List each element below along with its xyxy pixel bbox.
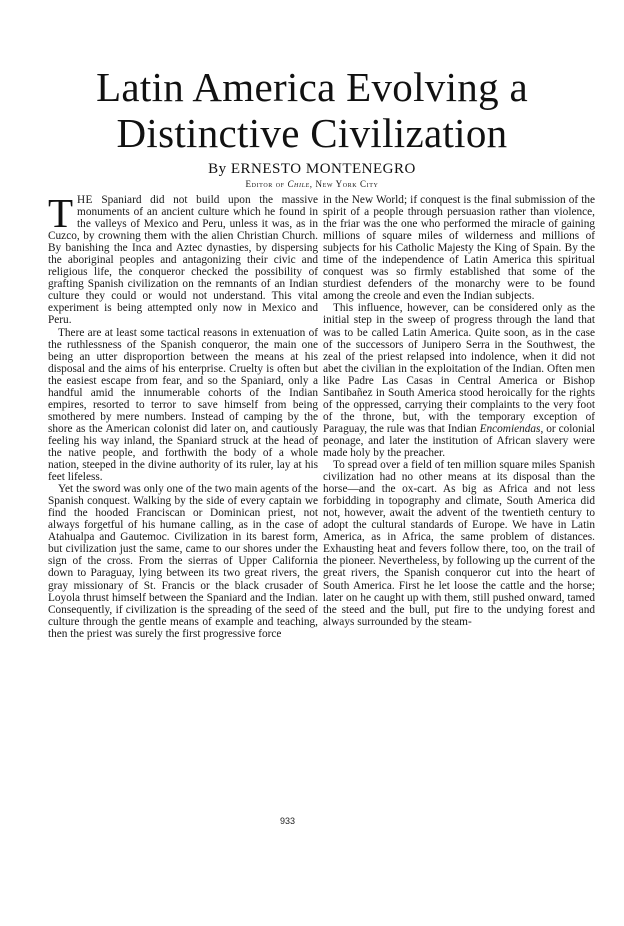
paragraph-3: Yet the sword was only one of the two main agents of the Spanish conquest. Walking by the side of every captain we find the hooded Franciscan or Dominican priest, not always forgetful of his humane calling, as in the case of Atahualpa and Gautemoc. Civilization in its barest form, but civilization just the same, came to our shores under the sign of the cross. From the sierras of Upper California down to Paraguay, lying between its two great rivers, the gray missionary of St. Francis or the black crusader of Loyola thrust himself between the Spaniard and the Indian. Consequently, if civilization is the spreading of the seed of culture through the gentle means of example and teaching, then the priest was surely the first progressive force bbox=[48, 483, 318, 640]
paragraph-2: There are at least some tactical reasons in extenuation of the ruthlessness of the Spanish conqueror, the main one being an utter disproportion between the means at his disposal and the aims of his enterprise. Cruelty is often but the easiest escape from fear, and so the Spaniard, only a handful amid the innumerable cohorts of the Indian empires, resorted to terror to save himself from being smothered by mere numbers. Instead of camping by the shore as the American colonist did later on, and cautiously feeling his way inland, the Spaniard struck at the head of the native people, and forthwith the body of a whole nation, steeped in the divine authority of its ruler, lay at his feet lifeless. bbox=[48, 326, 318, 484]
paragraph-4-italic-term: Encomiendas bbox=[479, 422, 541, 435]
paragraph-1 bbox=[48, 190, 318, 327]
affiliation-publication: Chile bbox=[287, 179, 310, 189]
paragraph-3-continued: in the New World; if conquest is the final submission of the spirit of a people through persuasion rather than violence, the friar was the one who performed the miracle of gaining millions of square miles of wilderness and millions of subjects for his Catholic Majesty the King of Spain. By the time of the independence of Latin America this spiritual conquest was so firmly established that some of the sturdiest defenders of the monarchy were to be found among the creole and even the Indian subjects. bbox=[323, 194, 595, 303]
paragraph-4-text-a: This influence, however, can be considered only as the initial step in the sweep of progress through the land that was to be called Latin America. Quite soon, as in the case of the successors of Junipero Serra in the Southwest, the zeal of the priest relapsed into indolence, when it did not abet the civilian in the exploitation of the Indian. Often men like Padre Las Casas in Central America or Bishop Santibañez in South America stood heroically for the rights of the oppressed, carrying their complaints to the very foot of the throne, but, with the temporary exception of Paraguay, the rule was that Indian bbox=[323, 302, 595, 435]
paragraph-4 bbox=[323, 302, 595, 459]
paragraph-5: To spread over a field of ten million square miles Spanish civilization had no other means at its disposal than the horse—and the ox-cart. As big as Africa and not less forbidding in topography and climate, South America did not, however, await the advent of the twentieth century to adopt the cultural standards of Europe. We have in Latin America, as in Africa, the same problem of distances. Exhausting heat and fevers follow there, too, on the trail of the pioneer. Nevertheless, by following up the current of the great rivers, the Spanish conqueror cut into the heart of South America. First he let loose the cattle and the horse; later on he caught up with them, still pushed onward, tamed the steed and the bull, put fire to the undying forest and always surrounded by the steam- bbox=[323, 459, 595, 628]
drop-cap: T bbox=[48, 190, 74, 236]
paragraph-1-text: Spaniard did not build upon the massive monuments of an ancient culture which he found in the valleys of Mexico and Peru, unless it was, as in Cuzco, by crowning them with the alien Christian Church. By banishing the Inca and Aztec dynasties, by dispersing the aboriginal peoples and antagonizing their civic and religious life, the conqueror checked the possibility of grafting Spanish civilization on the remnants of an Indian culture they could or would not understand. This vital experiment is being attempted only now in Mexico and Peru. bbox=[48, 194, 318, 327]
right-column bbox=[323, 194, 595, 628]
left-column bbox=[48, 190, 318, 640]
author-byline: By ERNESTO MONTENEGRO bbox=[208, 161, 416, 177]
article-title-line-2: Distinctive Civilization bbox=[116, 110, 508, 156]
page-number: 933 bbox=[280, 816, 296, 826]
author-affiliation bbox=[0, 179, 624, 189]
paragraph-4-text-b: , or colonial peonage, and later the institution of African slavery were made holy by the preacher. bbox=[323, 422, 595, 459]
lead-caps: HE bbox=[77, 194, 93, 206]
affiliation-suffix: , New York City bbox=[309, 179, 379, 189]
article-title-line-1: Latin America Evolving a bbox=[96, 64, 528, 110]
affiliation-prefix: Editor of bbox=[245, 179, 288, 189]
